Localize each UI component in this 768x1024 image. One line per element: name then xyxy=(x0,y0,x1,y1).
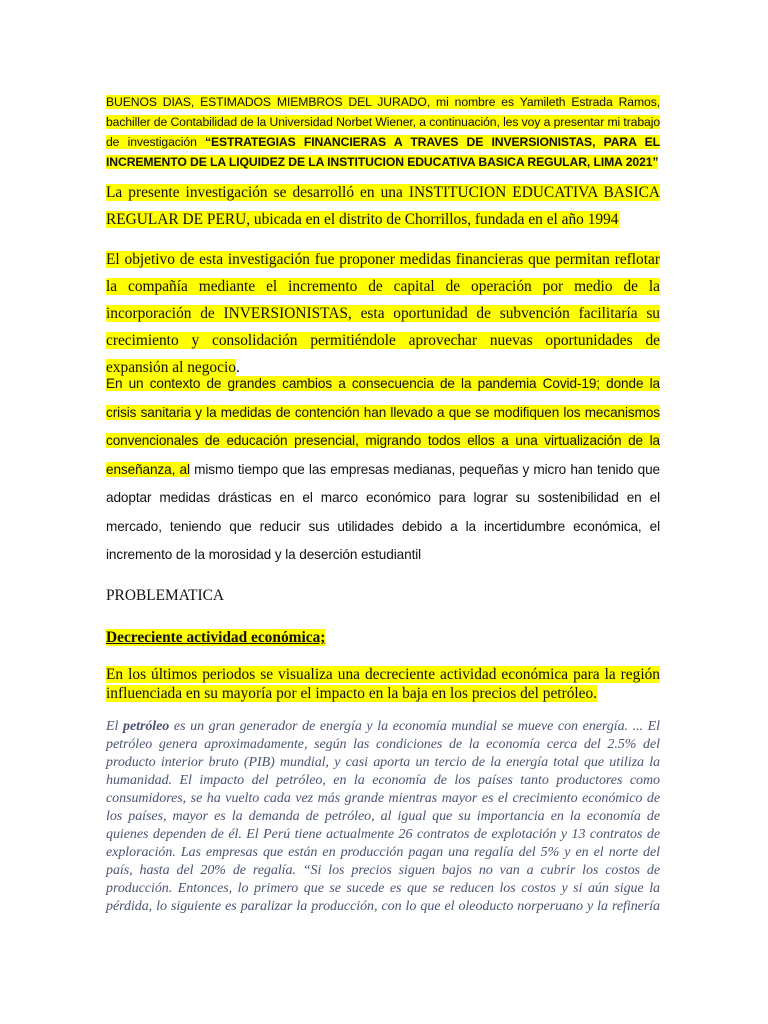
context-rest: mismo tiempo que las empresas medianas, pequeñas y micro han tenido que adoptar medidas drásticas en el marco económico para lograr su sostenibilidad en el mercado, teniendo que reducir sus utilidades debido a la incertidumbre económica, el incremento de la morosidad y la deserción estudiantil xyxy=(106,461,660,562)
subheading-text: Decreciente actividad económica; xyxy=(106,629,326,646)
present-text: La presente investigación se desarrolló en una INSTITUCION EDUCATIVA BASICA REGULAR DE PERU, ubicada en el distrito de Chorrillos, fundada en el año 1994 xyxy=(106,184,660,228)
quote-petroleo: petróleo xyxy=(123,719,170,734)
quote-el: El xyxy=(106,719,123,734)
problem-heading: PROBLEMATICA xyxy=(106,587,225,604)
intro-paragraph xyxy=(106,92,660,172)
thesis-title: “ESTRATEGIAS FINANCIERAS A TRAVES DE INVERSIONISTAS, PARA EL INCREMENTO DE LA LIQUIDEZ DE LA INSTITUCION EDUCATIVA BASICA REGULAR, LIMA 2021” xyxy=(106,135,660,169)
section-subheading xyxy=(106,626,325,650)
objective-text: El objetivo de esta investigación fue proponer medidas financieras que permitan reflotar la compañía mediante el incremento de capital de operación por medio de la incorporación de INVERSIONISTAS, esta oportunidad de subvención facilitaría su crecimiento y consolidación permitiéndole aprovechar nuevas oportunidades de expansión al negocio xyxy=(106,251,660,376)
objective-end: . xyxy=(235,359,240,376)
periods-text: En los últimos periodos se visualiza una decreciente actividad económica para la región influenciada en su mayoría por el impacto en la baja en los precios del petróleo. xyxy=(106,666,660,702)
periods-paragraph xyxy=(106,665,660,703)
quote-body: es un gran generador de energía y la economía mundial se mueve con energía. ... El petróleo genera aproximadamente, según las condiciones de la economía cerca del 2.5% del producto interior bruto (PIB) mundial, y casi aporta un tercio de la energía total que utiliza la humanidad. El impacto del petróleo, en la economía de los países tanto productores como consumidores, se ha vuelto cada vez más grande mientras mayor es el crecimiento económico de los países, mayor es la demanda de petróleo, al igual que su importancia en la economía de quienes dependen de él. El Perú tiene actualmente 26 contratos de explotación y 13 contratos de exploración. Las empresas que están en producción pagan una regalía del 5% y en el norte del país, hasta del 20% de regalía. “Si los precios siguen bajos no van a cubrir los costos de producción. Entonces, lo primero que se sucede es que se reducen los costos y si aún sigue la pérdida, lo siguiente es paralizar la producción, con lo que el oleoducto norperuano y la refinería xyxy=(106,719,660,914)
context-paragraph xyxy=(106,370,660,570)
objective-paragraph xyxy=(106,246,660,381)
present-paragraph xyxy=(106,179,660,233)
context-highlighted: En un contexto de grandes cambios a consecuencia de la pandemia Covid-19; donde la crisis sanitaria y la medidas de contención han llevado a que se modifiquen los mecanismos convencionales de educación presencial, migrando todos ellos a una virtualización de la enseñanza, al xyxy=(106,376,660,477)
quote-paragraph xyxy=(106,718,660,916)
intro-lead: BUENOS DIAS, ESTIMADOS MIEMBROS DEL JURADO, mi nombre es Yamileth Estrada Ramos, bachiller de Contabilidad de la Universidad Norbet Wiener, a continuación, les voy a presentar mi trabajo de investigación xyxy=(106,95,660,149)
